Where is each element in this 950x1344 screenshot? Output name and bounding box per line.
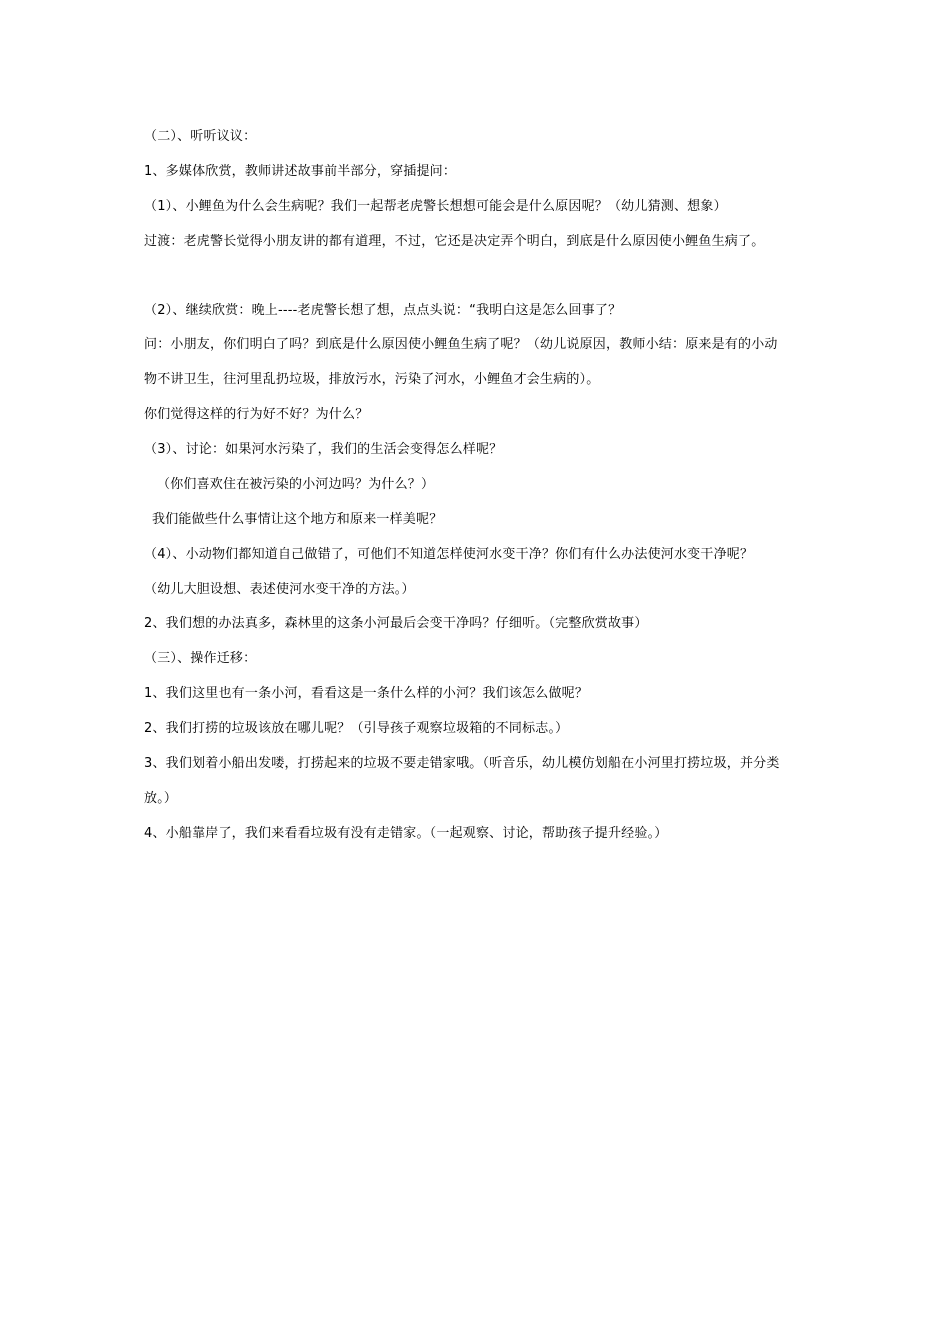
paragraph-line: 问：小朋友，你们明白了吗？到底是什么原因使小鲤鱼生病了呢？（幼儿说原因，教师小结：原来是有的小动 xyxy=(144,337,778,352)
paragraph-line: 放。） xyxy=(144,791,178,806)
section-heading-2: （二）、听听议议： xyxy=(144,129,257,144)
section-heading-3: （三）、操作迁移： xyxy=(144,651,257,666)
paragraph-line: 1、我们这里也有一条小河，看看这是一条什么样的小河？我们该怎么做呢？ xyxy=(144,686,589,701)
paragraph-line: 1、多媒体欣赏，教师讲述故事前半部分，穿插提问： xyxy=(144,164,457,179)
paragraph-line: 我们能做些什么事情让这个地方和原来一样美呢？ xyxy=(152,512,443,527)
paragraph-line: 你们觉得这样的行为好不好？为什么？ xyxy=(144,407,369,422)
paragraph-line: （4）、小动物们都知道自己做错了，可他们不知道怎样使河水变干净？你们有什么办法使河水变干净呢？ xyxy=(144,547,754,562)
paragraph-line: （1）、小鲤鱼为什么会生病呢？我们一起帮老虎警长想想可能会是什么原因呢？（幼儿猜测、想象） xyxy=(144,199,727,214)
paragraph-line: 3、我们划着小船出发喽，打捞起来的垃圾不要走错家哦。（听音乐，幼儿模仿划船在小河里打捞垃圾，并分类 xyxy=(144,756,780,771)
paragraph-line: 2、我们想的办法真多，森林里的这条小河最后会变干净吗？仔细听。（完整欣赏故事） xyxy=(144,616,648,631)
paragraph-line: 过渡：老虎警长觉得小朋友讲的都有道理，不过，它还是决定弄个明白，到底是什么原因使小鲤鱼生病了。 xyxy=(144,234,765,249)
paragraph-line: 4、小船靠岸了，我们来看看垃圾有没有走错家。（一起观察、讨论，帮助孩子提升经验。） xyxy=(144,826,668,841)
paragraph-line: （幼儿大胆设想、表述使河水变干净的方法。） xyxy=(144,582,415,597)
paragraph-line: （3）、讨论：如果河水污染了，我们的生活会变得怎么样呢？ xyxy=(144,442,503,457)
paragraph-line: （2）、继续欣赏：晚上----老虎警长想了想，点点头说：“我明白这是怎么回事了？ xyxy=(144,303,622,318)
paragraph-line: （你们喜欢住在被污染的小河边吗？为什么？） xyxy=(157,477,435,492)
paragraph-line: 2、我们打捞的垃圾该放在哪儿呢？（引导孩子观察垃圾箱的不同标志。） xyxy=(144,721,569,736)
paragraph-line: 物不讲卫生，往河里乱扔垃圾，排放污水，污染了河水，小鲤鱼才会生病的）。 xyxy=(144,372,600,387)
